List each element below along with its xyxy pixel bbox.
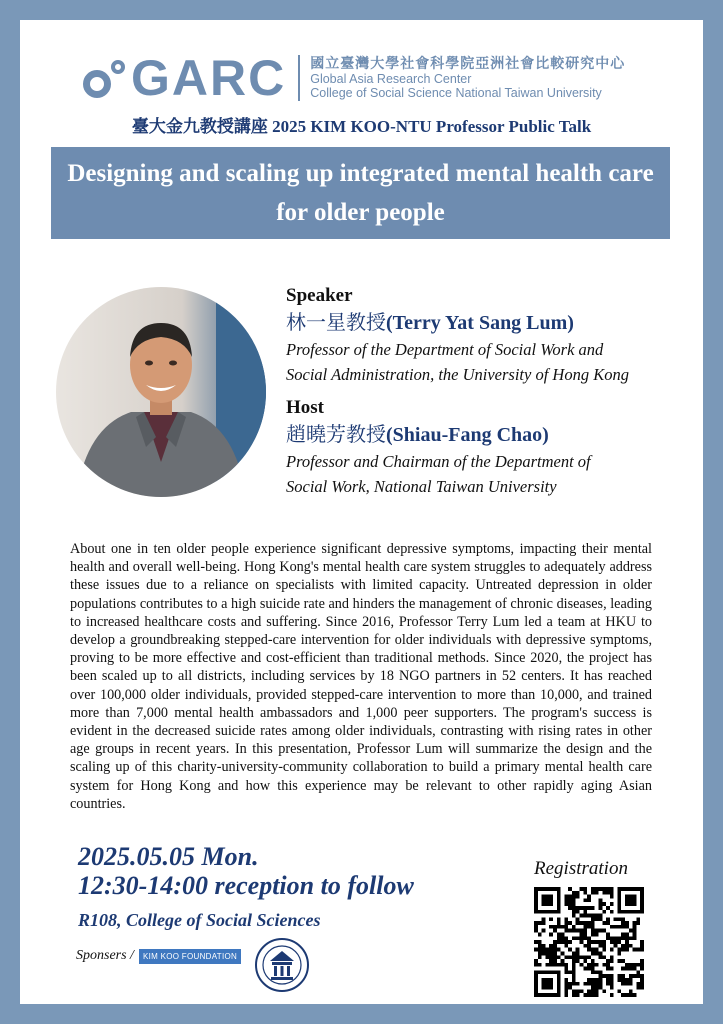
host-heading: Host xyxy=(286,397,324,418)
speaker-affiliation-2: Social Administration, the University of Hong Kong xyxy=(286,365,629,384)
host-name-en: (Shiau-Fang Chao) xyxy=(386,424,549,446)
center-names xyxy=(310,56,625,100)
speaker-name-zh: 林一星教授 xyxy=(286,312,386,334)
series-line: 臺大金九教授講座 2025 KIM KOO-NTU Professor Public Talk xyxy=(131,117,592,136)
sponsors-label: Sponsers / xyxy=(76,948,134,963)
logo-divider xyxy=(298,55,300,101)
talk-title-banner xyxy=(51,147,670,239)
center-name-zh: 國立臺灣大學社會科學院亞洲社會比較研究中心 xyxy=(310,55,626,72)
host-name-zh: 趙曉芳教授 xyxy=(286,424,386,446)
host-affiliation-1: Professor and Chairman of the Department of xyxy=(286,452,591,471)
center-name-en-2: College of Social Science National Taiwan University xyxy=(310,85,602,100)
event-details xyxy=(78,842,414,931)
event-time: 12:30-14:00 reception to follow xyxy=(78,871,414,900)
speaker-heading: Speaker xyxy=(286,285,353,306)
registration-qr-code[interactable] xyxy=(534,887,644,997)
speaker-host-block xyxy=(286,283,696,499)
host-name xyxy=(286,421,696,449)
speaker-affiliation-1: Professor of the Department of Social Work and xyxy=(286,340,604,359)
garc-logo-mark-icon xyxy=(83,58,127,98)
host-affiliation-2: Social Work, National Taiwan University xyxy=(286,477,557,496)
sponsors-row xyxy=(76,948,241,964)
talk-title: Designing and scaling up integrated mental health care for older people xyxy=(67,160,654,226)
kim-koo-foundation-logo: KIM KOO FOUNDATION xyxy=(139,949,241,964)
event-date: 2025.05.05 Mon. xyxy=(78,842,259,871)
center-name-en-1: Global Asia Research Center xyxy=(310,71,472,86)
registration-label: Registration xyxy=(534,858,628,879)
event-venue: R108, College of Social Sciences xyxy=(78,910,321,930)
logo-wordmark: GARC xyxy=(131,50,287,106)
speaker-name xyxy=(286,309,696,337)
garc-logo xyxy=(83,50,625,106)
speaker-photo xyxy=(56,287,266,497)
poster xyxy=(20,20,703,1004)
talk-abstract: About one in ten older people experience significant depressive symptoms, impacting their mental health and overall well-being. Hong Kong's mental health care system struggles to adequately address these issues due to a reliance on specialists with limited capacity. Untreated depression in older populations contributes to a high suicide rate and hinders the management of chronic diseases, leading to increased healthcare costs and suffering. Since 2016, Professor Terry Lum led a team at HKU to develop a groundbreaking stepped-care intervention for older individuals with depressive symptoms, proving to be more effective and cost-efficient than traditional methods. Since 2020, the project has been scaled up to all districts, including services by 18 NGO partners in 52 centers. It has reached over 100,000 older individuals, provided stepped-care intervention to more than 10,000, and trained more than 7,000 mental health ambassadors and 1,000 peer supporters. The program's success is evident in the decreased suicide rates among older individuals, contrasting with rising rates in other age groups in recent years. In this presentation, Professor Lum will summarize the design and the scaling up of this charity-university-community collaboration to build a primary mental health care system for Hong Kong and how this experience may be relevant to other rapidly aging Asian countries. xyxy=(70,541,652,812)
ntu-seal-icon xyxy=(254,937,310,993)
speaker-name-en: (Terry Yat Sang Lum) xyxy=(386,312,574,334)
